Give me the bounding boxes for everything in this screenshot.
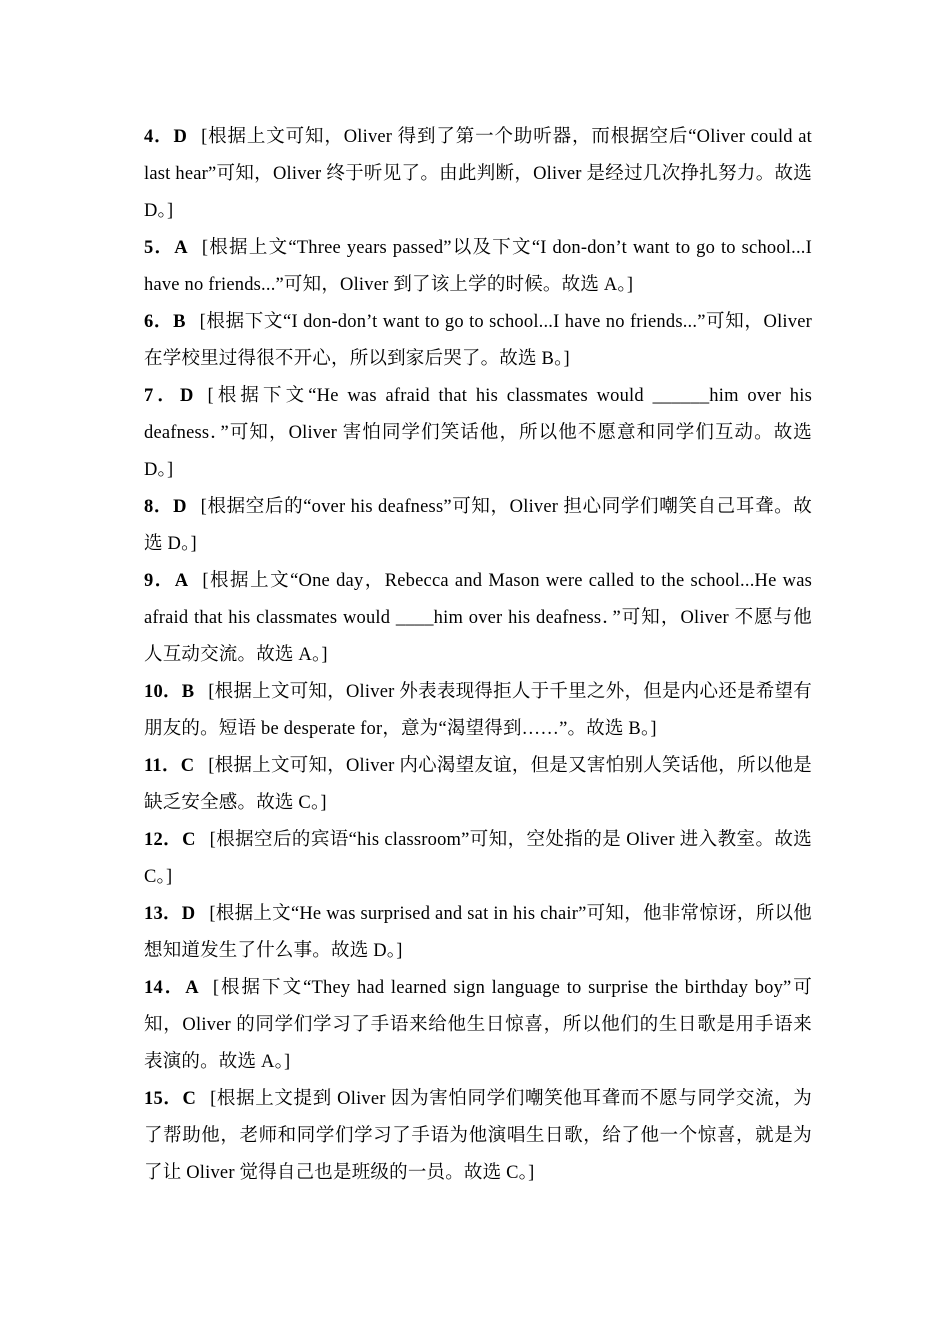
explanation-item-15 bbox=[144, 1081, 812, 1192]
question-number: 10． bbox=[144, 682, 182, 702]
explanation-item-8 bbox=[144, 489, 812, 563]
question-number: 6． bbox=[144, 312, 174, 332]
question-number: 15． bbox=[144, 1089, 183, 1109]
explanation-text: [根据上文“One day，Rebecca and Mason were called to the school...He was afraid that his classmates would ____him over his deafness．”可知，Oliver 不愿与他人互动交流。故选 A。] bbox=[144, 571, 813, 665]
answer-letter: B bbox=[173, 312, 186, 332]
explanation-text: [根据上文“Three years passed”以及下文“I don-don’t want to go to school...I have no friends...”可知，Oliver 到了该上学的时候。故选 A。] bbox=[144, 238, 812, 295]
explanation-text: [根据下文“They had learned sign language to surprise the birthday boy”可知，Oliver 的同学们学习了手语来给他生日惊喜，所以他们的生日歌是用手语来表演的。故选 A。] bbox=[144, 978, 812, 1072]
answer-letter: B bbox=[181, 682, 195, 702]
question-number: 13． bbox=[144, 904, 182, 924]
explanation-text: [根据上文“He was surprised and sat in his chair”可知，他非常惊讶，所以他想知道发生了什么事。故选 D。] bbox=[144, 904, 812, 961]
question-number: 9． bbox=[144, 571, 175, 591]
answer-letter: D bbox=[181, 904, 196, 924]
explanation-text: [根据下文“He was afraid that his classmates would ______him over his deafness．”可知，Oliver 害怕同学们笑话他，所以他不愿意和同学们互动。故选 D。] bbox=[144, 386, 812, 480]
explanation-text: [根据空后的宾语“his classroom”可知，空处指的是 Oliver 进入教室。故选 C。] bbox=[144, 830, 812, 887]
explanation-item-9 bbox=[144, 563, 812, 674]
question-number: 7． bbox=[144, 386, 180, 406]
question-number: 4． bbox=[144, 127, 174, 147]
answer-letter: D bbox=[173, 127, 188, 147]
answer-letter: D bbox=[173, 497, 187, 517]
question-number: 8． bbox=[144, 497, 174, 517]
answer-letter: D bbox=[179, 386, 194, 406]
question-number: 14． bbox=[144, 978, 186, 998]
explanation-item-6 bbox=[144, 304, 812, 378]
explanation-item-5 bbox=[144, 230, 812, 304]
question-number: 5． bbox=[144, 238, 175, 258]
answer-letter: A bbox=[174, 238, 188, 258]
explanation-text: [根据上文可知，Oliver 内心渴望友谊，但是又害怕别人笑话他，所以他是缺乏安全感。故选 C。] bbox=[144, 756, 812, 813]
answer-explanations bbox=[144, 119, 812, 1192]
explanation-item-13 bbox=[144, 896, 812, 970]
explanation-item-11 bbox=[144, 748, 812, 822]
answer-letter: A bbox=[185, 978, 199, 998]
explanation-item-10 bbox=[144, 674, 812, 748]
question-number: 11． bbox=[144, 756, 181, 776]
explanation-text: [根据上文提到 Oliver 因为害怕同学们嘲笑他耳聋而不愿与同学交流，为了帮助他，老师和同学们学习了手语为他演唱生日歌，给了他一个惊喜，就是为了让 Oliver 觉得自己也是班级的一员。故选 C。] bbox=[144, 1089, 812, 1183]
answer-letter: C bbox=[180, 756, 195, 776]
explanation-item-4 bbox=[144, 119, 812, 230]
explanation-item-12 bbox=[144, 822, 812, 896]
explanation-text: [根据上文可知，Oliver 得到了第一个助听器，而根据空后“Oliver could at last hear”可知，Oliver 终于听见了。由此判断，Oliver 是经过几次挣扎努力。故选 D。] bbox=[144, 127, 812, 221]
explanation-text: [根据空后的“over his deafness”可知，Oliver 担心同学们嘲笑自己耳聋。故选 D。] bbox=[144, 497, 812, 554]
explanation-text: [根据下文“I don-don’t want to go to school...I have no friends...”可知，Oliver 在学校里过得很不开心，所以到家后哭了。故选 B。] bbox=[144, 312, 812, 369]
question-number: 12． bbox=[144, 830, 183, 850]
explanation-text: [根据上文可知，Oliver 外表表现得拒人于千里之外，但是内心还是希望有朋友的。短语 be desperate for，意为“渴望得到……”。故选 B。] bbox=[144, 682, 812, 739]
answer-letter: C bbox=[182, 1089, 197, 1109]
explanation-item-7 bbox=[144, 378, 812, 489]
answer-letter: C bbox=[182, 830, 196, 850]
explanation-item-14 bbox=[144, 970, 812, 1081]
answer-letter: A bbox=[174, 571, 189, 591]
